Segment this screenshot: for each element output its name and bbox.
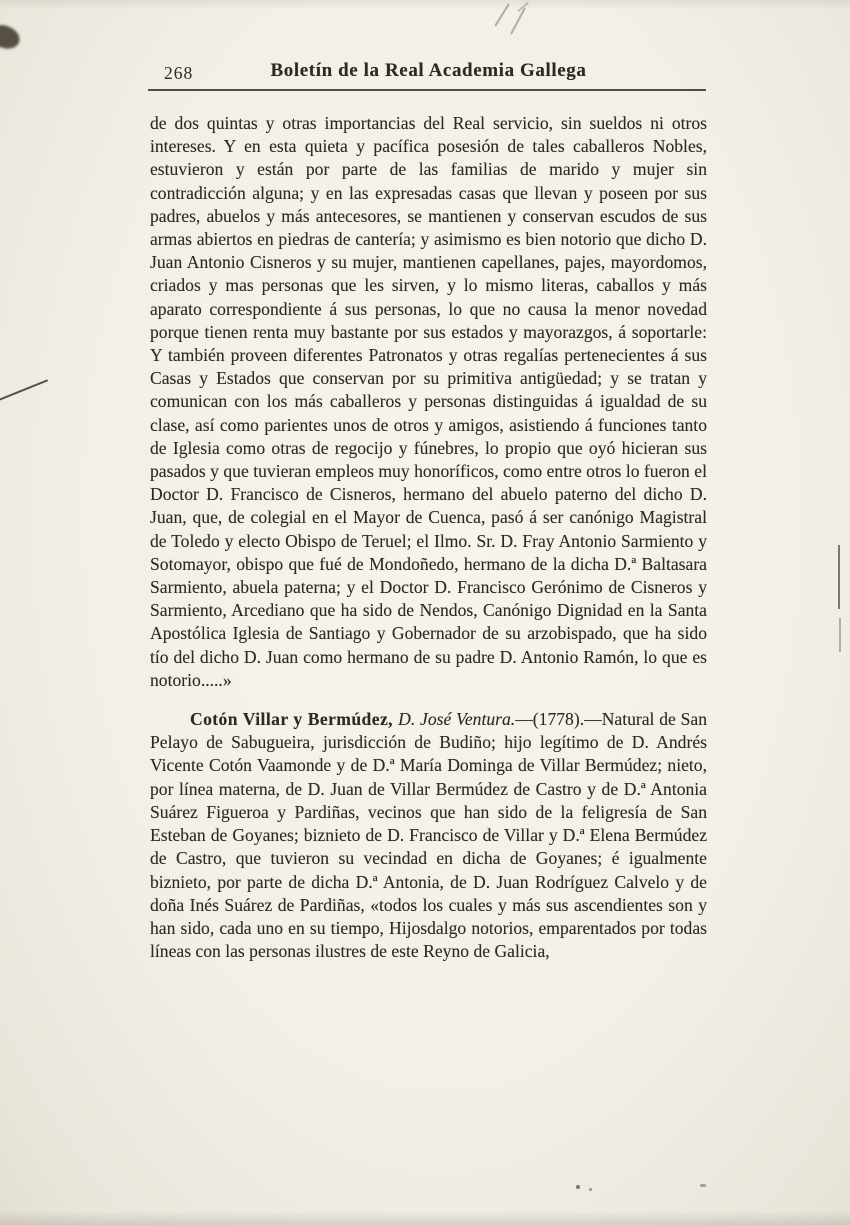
entry-paragraph: [150, 708, 707, 963]
entry-heading: Cotón Villar y Bermúdez,: [190, 709, 399, 730]
scan-artifact-margin-slash: [0, 379, 48, 403]
scan-artifact-pencil-mark: [517, 2, 529, 13]
scan-artifact-edge-line: [838, 545, 840, 609]
page-body: [150, 112, 707, 963]
page-number: 268: [164, 63, 194, 83]
scan-artifact-edge-line: [839, 618, 841, 652]
scan-edge-shadow: [0, 1211, 850, 1225]
entry-person-name: D. José Ventura.: [398, 709, 516, 730]
scan-artifact-speck: [700, 1184, 706, 1187]
page-header: [150, 60, 707, 88]
scan-artifact-pencil-mark: [494, 3, 509, 26]
header-rule: [148, 89, 706, 91]
scan-artifact-corner-blot: [0, 22, 23, 52]
scan-edge-shadow: [0, 0, 850, 10]
scan-artifact-speck: [589, 1188, 592, 1191]
scan-artifact-speck: [576, 1185, 580, 1189]
continuation-paragraph: de dos quintas y otras importancias del Real servicio, sin sueldos ni otros intereses. Y en esta quieta y pacífica posesión de tales caballeros Nobles, estuvieron y están por parte de las familias de marido y mujer sin contradicción alguna; y en las expresadas casas que llevan y poseen por sus padres, abuelos y más antecesores, se mantienen y conservan escudos de sus armas abiertos en piedras de cantería; y asimismo es bien notorio que dicho D. Juan Antonio Cisneros y su mujer, mantienen capellanes, pajes, mayordomos, criados y mas personas que les sirven, y lo mismo literas, caballos y más aparato correspondiente á sus personas, lo que no causa la menor novedad porque tienen renta muy bastante por sus estados y mayorazgos, á soportarle: Y también proveen diferentes Patronatos y otras regalías pertenecientes á sus Casas y Estados que conservan por su primitiva antigüedad; y se tratan y comunican con los más caballeros y personas distinguidas á igualdad de su clase, así como parientes unos de otros y amigos, asistiendo á funciones tanto de Iglesia como otras de regocijo y fúnebres, lo propio que oyó hicieran sus pasados y que tuvieran empleos muy honoríficos, como entre otros lo fueron el Doctor D. Francisco de Cisneros, hermano del abuelo paterno del dicho D. Juan, que, de colegial en el Mayor de Cuenca, pasó á ser canónigo Magistral de Toledo y electo Obispo de Teruel; el Ilmo. Sr. D. Fray Antonio Sarmiento y Sotomayor, obispo que fué de Mondoñedo, hermano de la dicha D.ª Baltasara Sarmiento, abuela paterna; y el Doctor D. Francisco Gerónimo de Cisneros y Sarmiento, Arcediano que ha sido de Nendos, Canónigo Dignidad en la Santa Apostólica Iglesia de Santiago y Gobernador de su arzobispado, que ha sido tío del dicho D. Juan como hermano de su padre D. Antonio Ramón, lo que es notorio.....»: [150, 113, 707, 690]
journal-title: Boletín de la Real Academia Gallega: [270, 60, 587, 81]
scan-artifact-pencil-mark: [510, 7, 526, 34]
entry-text: —(1778).—Natural de San Pelayo de Sabugueira, jurisdicción de Budiño; hijo legítimo de D. Andrés Vicente Cotón Vaamonde y de D.ª María Dominga de Villar Bermúdez; nieto, por línea materna, de D. Juan de Villar Bermúdez de Castro y de D.ª Antonia Suárez Figueroa y Pardiñas, vecinos que han sido de la feligresía de San Esteban de Goyanes; biznieto de D. Francisco de Villar y D.ª Elena Bermúdez de Castro, que tuvieron su vecindad en dicha de Goyanes; é igualmente biznieto, por parte de dicha D.ª Antonia, de D. Juan Rodríguez Calvelo y de doña Inés Suárez de Pardiñas, «todos los cuales y más sus ascendientes son y han sido, cada uno en su tiempo, Hijosdalgo notorios, emparentados por todas líneas con las personas ilustres de este Reyno de Galicia,: [150, 709, 708, 962]
